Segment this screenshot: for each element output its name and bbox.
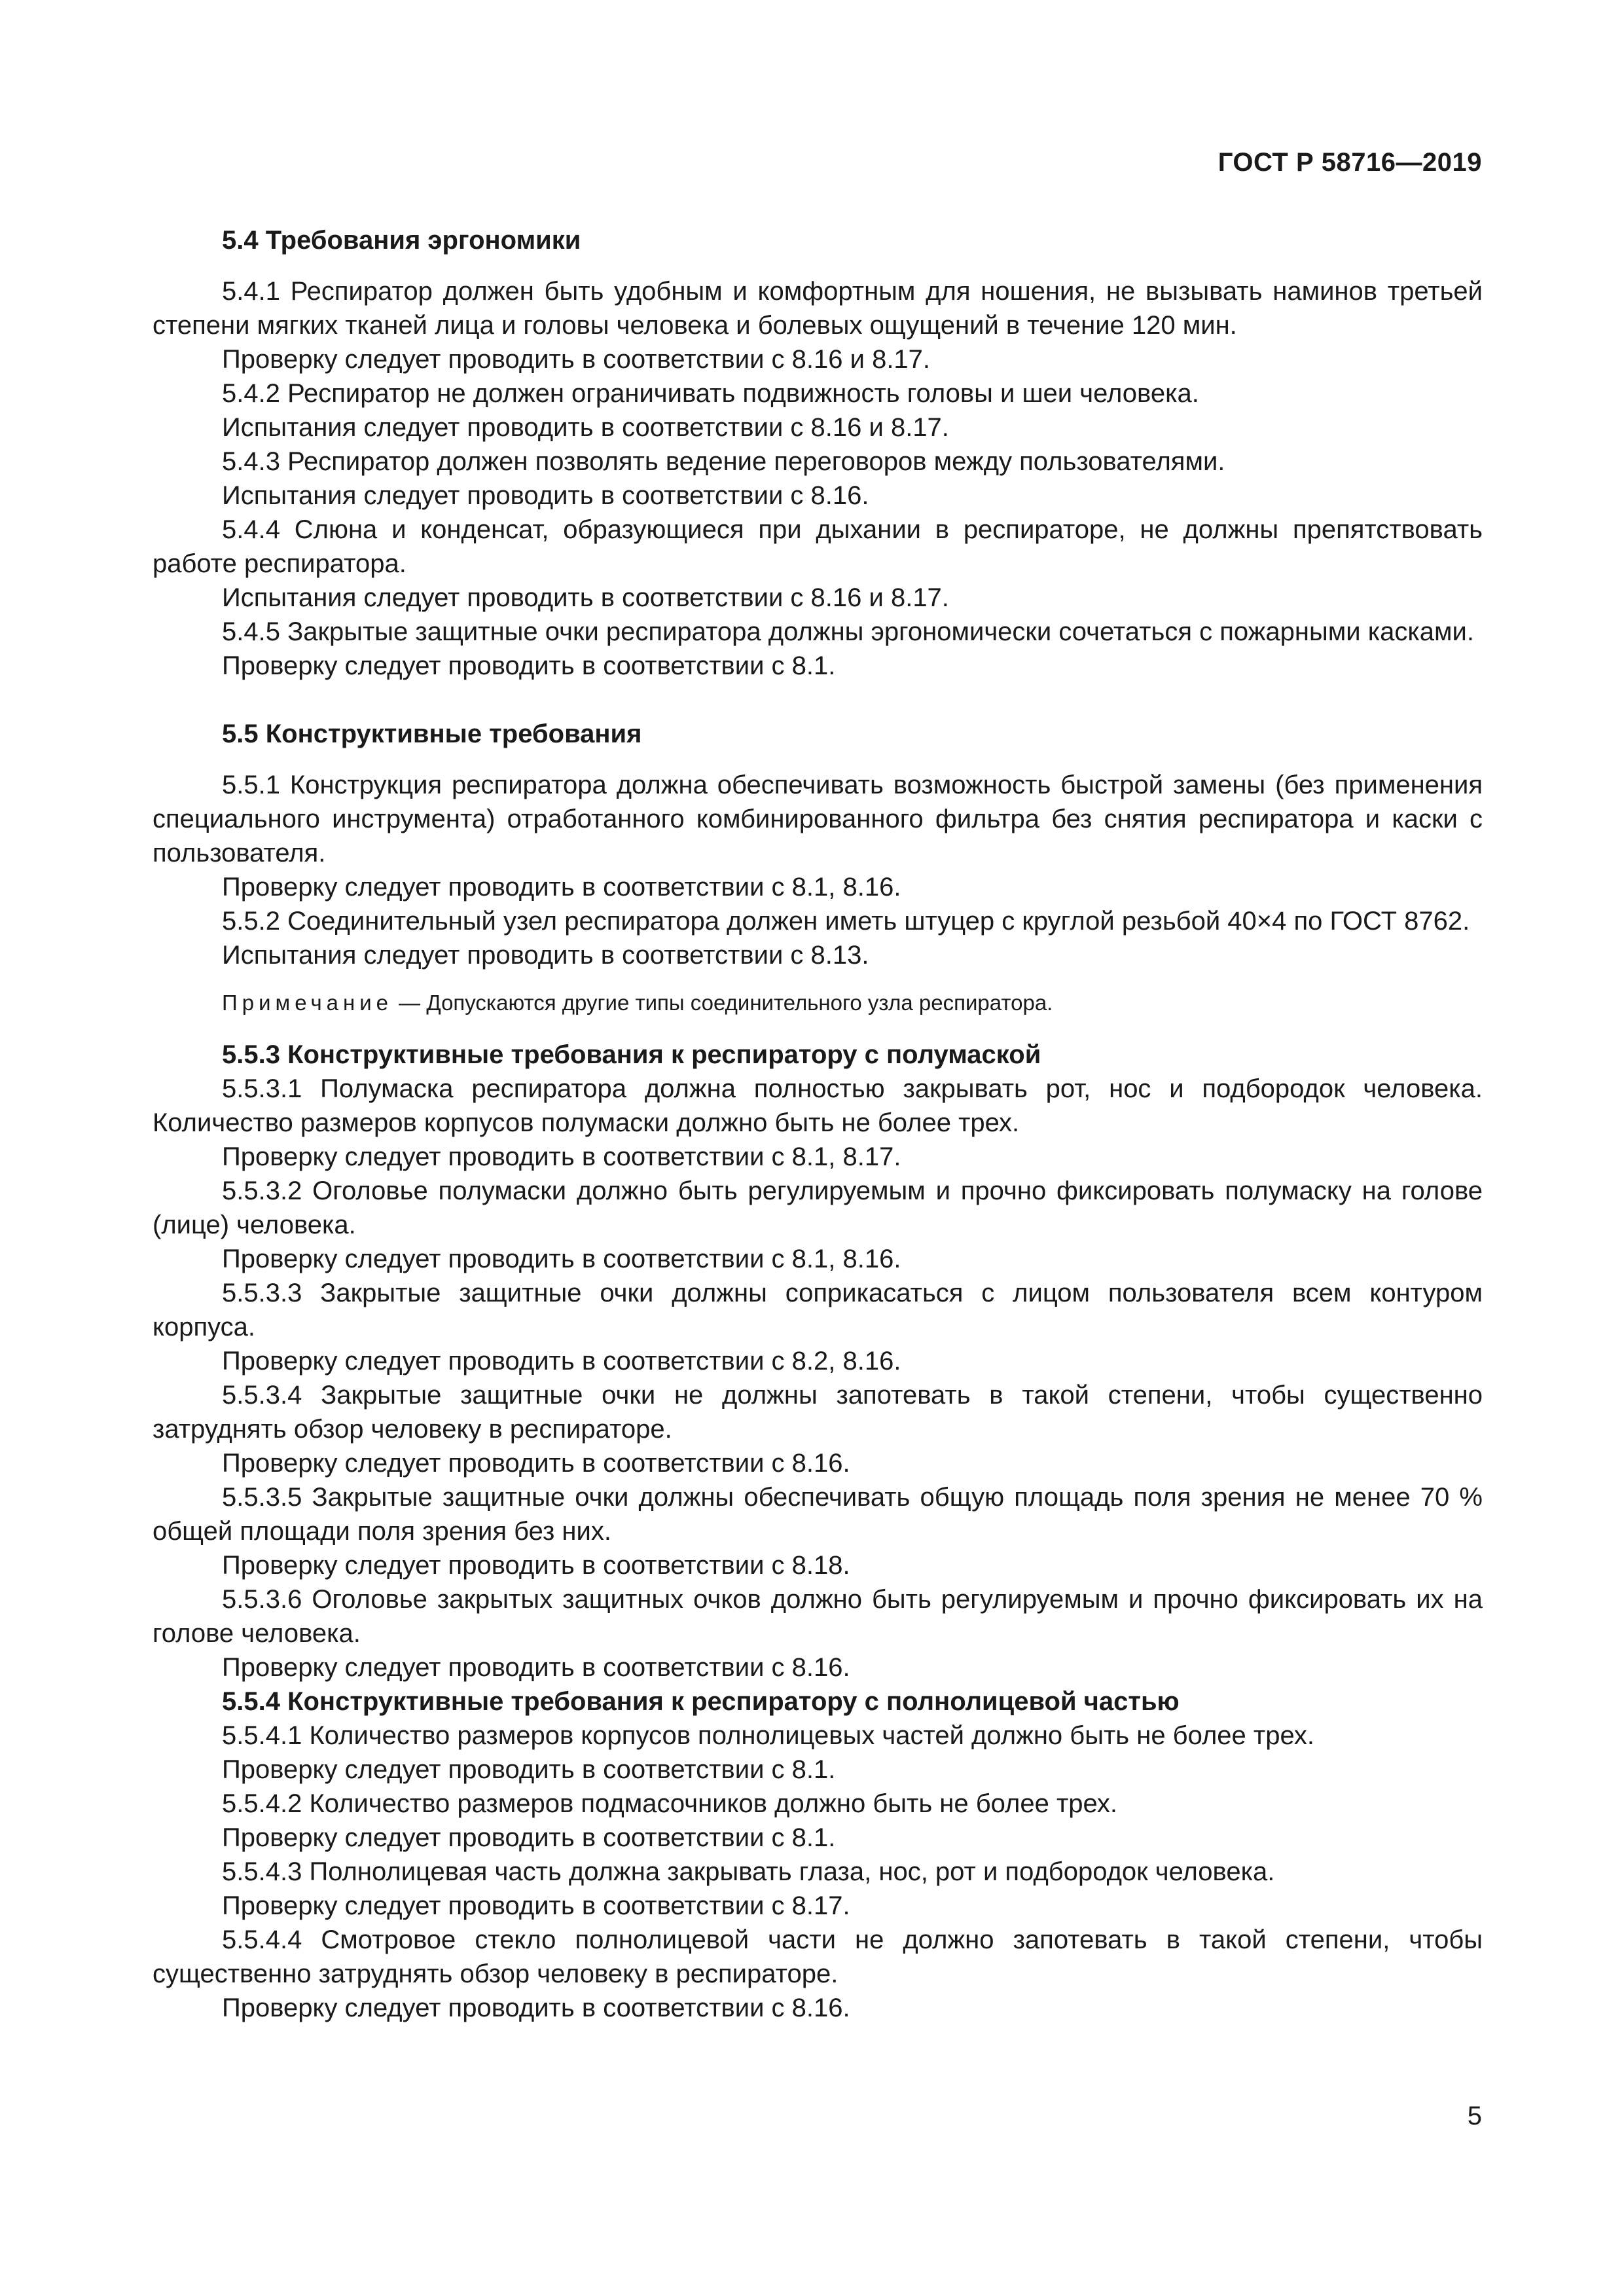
clause-5-4-4: 5.4.4 Слюна и конденсат, образующиеся при дыхании в респираторе, не должны препятствовать работе респиратора. [153, 515, 1483, 578]
clause-5-5-3-1: 5.5.3.1 Полумаска респиратора должна полностью закрывать рот, нос и подбородок человека. Количество размеров корпусов полумаски должно быть не более трех. [153, 1074, 1483, 1137]
check-note: Проверку следует проводить в соответствии с 8.1, 8.16. [222, 873, 901, 902]
check-note: Проверку следует проводить в соответствии с 8.1. [222, 1755, 836, 1784]
check-note: Проверку следует проводить в соответствии с 8.1, 8.17. [222, 1142, 901, 1171]
clause-5-5-3-6: 5.5.3.6 Оголовье закрытых защитных очков должно быть регулируемым и прочно фиксировать их на голове человека. [153, 1585, 1483, 1648]
check-note: Проверку следует проводить в соответствии с 8.16. [222, 1449, 850, 1478]
clause-5-5-4-2: 5.5.4.2 Количество размеров подмасочников должно быть не более трех. [222, 1789, 1118, 1818]
check-note: Испытания следует проводить в соответствии с 8.13. [222, 941, 869, 970]
section-heading-5-5-3: 5.5.3 Конструктивные требования к респиратору с полумаской [222, 1040, 1041, 1069]
check-note: Проверку следует проводить в соответствии с 8.1. [222, 651, 836, 680]
clause-5-4-3: 5.4.3 Респиратор должен позволять ведение переговоров между пользователями. [222, 447, 1225, 476]
section-heading-5-4: 5.4 Требования эргономики [222, 226, 581, 255]
page-content [153, 223, 1483, 2025]
check-note: Испытания следует проводить в соответствии с 8.16. [222, 481, 869, 510]
section-heading-5-5-4: 5.5.4 Конструктивные требования к респиратору с полнолицевой частью [222, 1687, 1180, 1716]
check-note: Проверку следует проводить в соответствии с 8.16 и 8.17. [222, 345, 931, 374]
clause-5-5-1: 5.5.1 Конструкция респиратора должна обеспечивать возможность быстрой замены (без применения специального инструмента) отработанного комбинированного фильтра без снятия респиратора и каски с пользователя. [153, 771, 1483, 867]
check-note: Проверку следует проводить в соответствии с 8.2, 8.16. [222, 1347, 901, 1376]
clause-5-5-3-5: 5.5.3.5 Закрытые защитные очки должны обеспечивать общую площадь поля зрения не менее 70 % общей площади поля зрения без них. [153, 1483, 1483, 1546]
check-note: Испытания следует проводить в соответствии с 8.16 и 8.17. [222, 413, 949, 442]
clause-5-5-3-3: 5.5.3.3 Закрытые защитные очки должны соприкасаться с лицом пользователя всем контуром корпуса. [153, 1279, 1483, 1341]
check-note: Проверку следует проводить в соответствии с 8.18. [222, 1551, 850, 1580]
note [153, 988, 1483, 1018]
clause-5-5-3-4: 5.5.3.4 Закрытые защитные очки не должны запотевать в такой степени, чтобы существенно затруднять обзор человеку в респираторе. [153, 1381, 1483, 1444]
check-note: Проверку следует проводить в соответствии с 8.16. [222, 1994, 850, 2022]
check-note: Проверку следует проводить в соответствии с 8.16. [222, 1653, 850, 1682]
check-note: Проверку следует проводить в соответствии с 8.1. [222, 1823, 836, 1852]
check-note: Испытания следует проводить в соответствии с 8.16 и 8.17. [222, 583, 949, 612]
check-note: Проверку следует проводить в соответствии с 8.17. [222, 1891, 850, 1920]
clause-5-5-3-2: 5.5.3.2 Оголовье полумаски должно быть регулируемым и прочно фиксировать полумаску на голове (лице) человека. [153, 1176, 1483, 1239]
clause-5-5-4-1: 5.5.4.1 Количество размеров корпусов полнолицевых частей должно быть не более трех. [222, 1721, 1314, 1750]
clause-5-4-5: 5.4.5 Закрытые защитные очки респиратора должны эргономически сочетаться с пожарными касками. [222, 617, 1474, 646]
clause-5-4-2: 5.4.2 Респиратор не должен ограничивать подвижность головы и шеи человека. [222, 379, 1199, 408]
clause-5-4-1: 5.4.1 Респиратор должен быть удобным и комфортным для ношения, не вызывать наминов третьей степени мягких тканей лица и головы человека и болевых ощущений в течение 120 мин. [153, 277, 1483, 340]
page-number: 5 [1467, 2102, 1482, 2130]
check-note: Проверку следует проводить в соответствии с 8.1, 8.16. [222, 1245, 901, 1273]
note-label: Примечание [222, 991, 393, 1015]
clause-5-5-4-4: 5.5.4.4 Смотровое стекло полнолицевой части не должно запотевать в такой степени, чтобы существенно затруднять обзор человеку в респираторе. [153, 1925, 1483, 1988]
document-code: ГОСТ Р 58716—2019 [1218, 148, 1482, 177]
clause-5-5-4-3: 5.5.4.3 Полнолицевая часть должна закрывать глаза, нос, рот и подбородок человека. [222, 1857, 1275, 1886]
clause-5-5-2: 5.5.2 Соединительный узел респиратора должен иметь штуцер с круглой резьбой 40×4 по ГОСТ 8762. [222, 907, 1470, 936]
note-text: — Допускаются другие типы соединительного узла респиратора. [393, 991, 1053, 1015]
section-heading-5-5: 5.5 Конструктивные требования [222, 720, 642, 748]
